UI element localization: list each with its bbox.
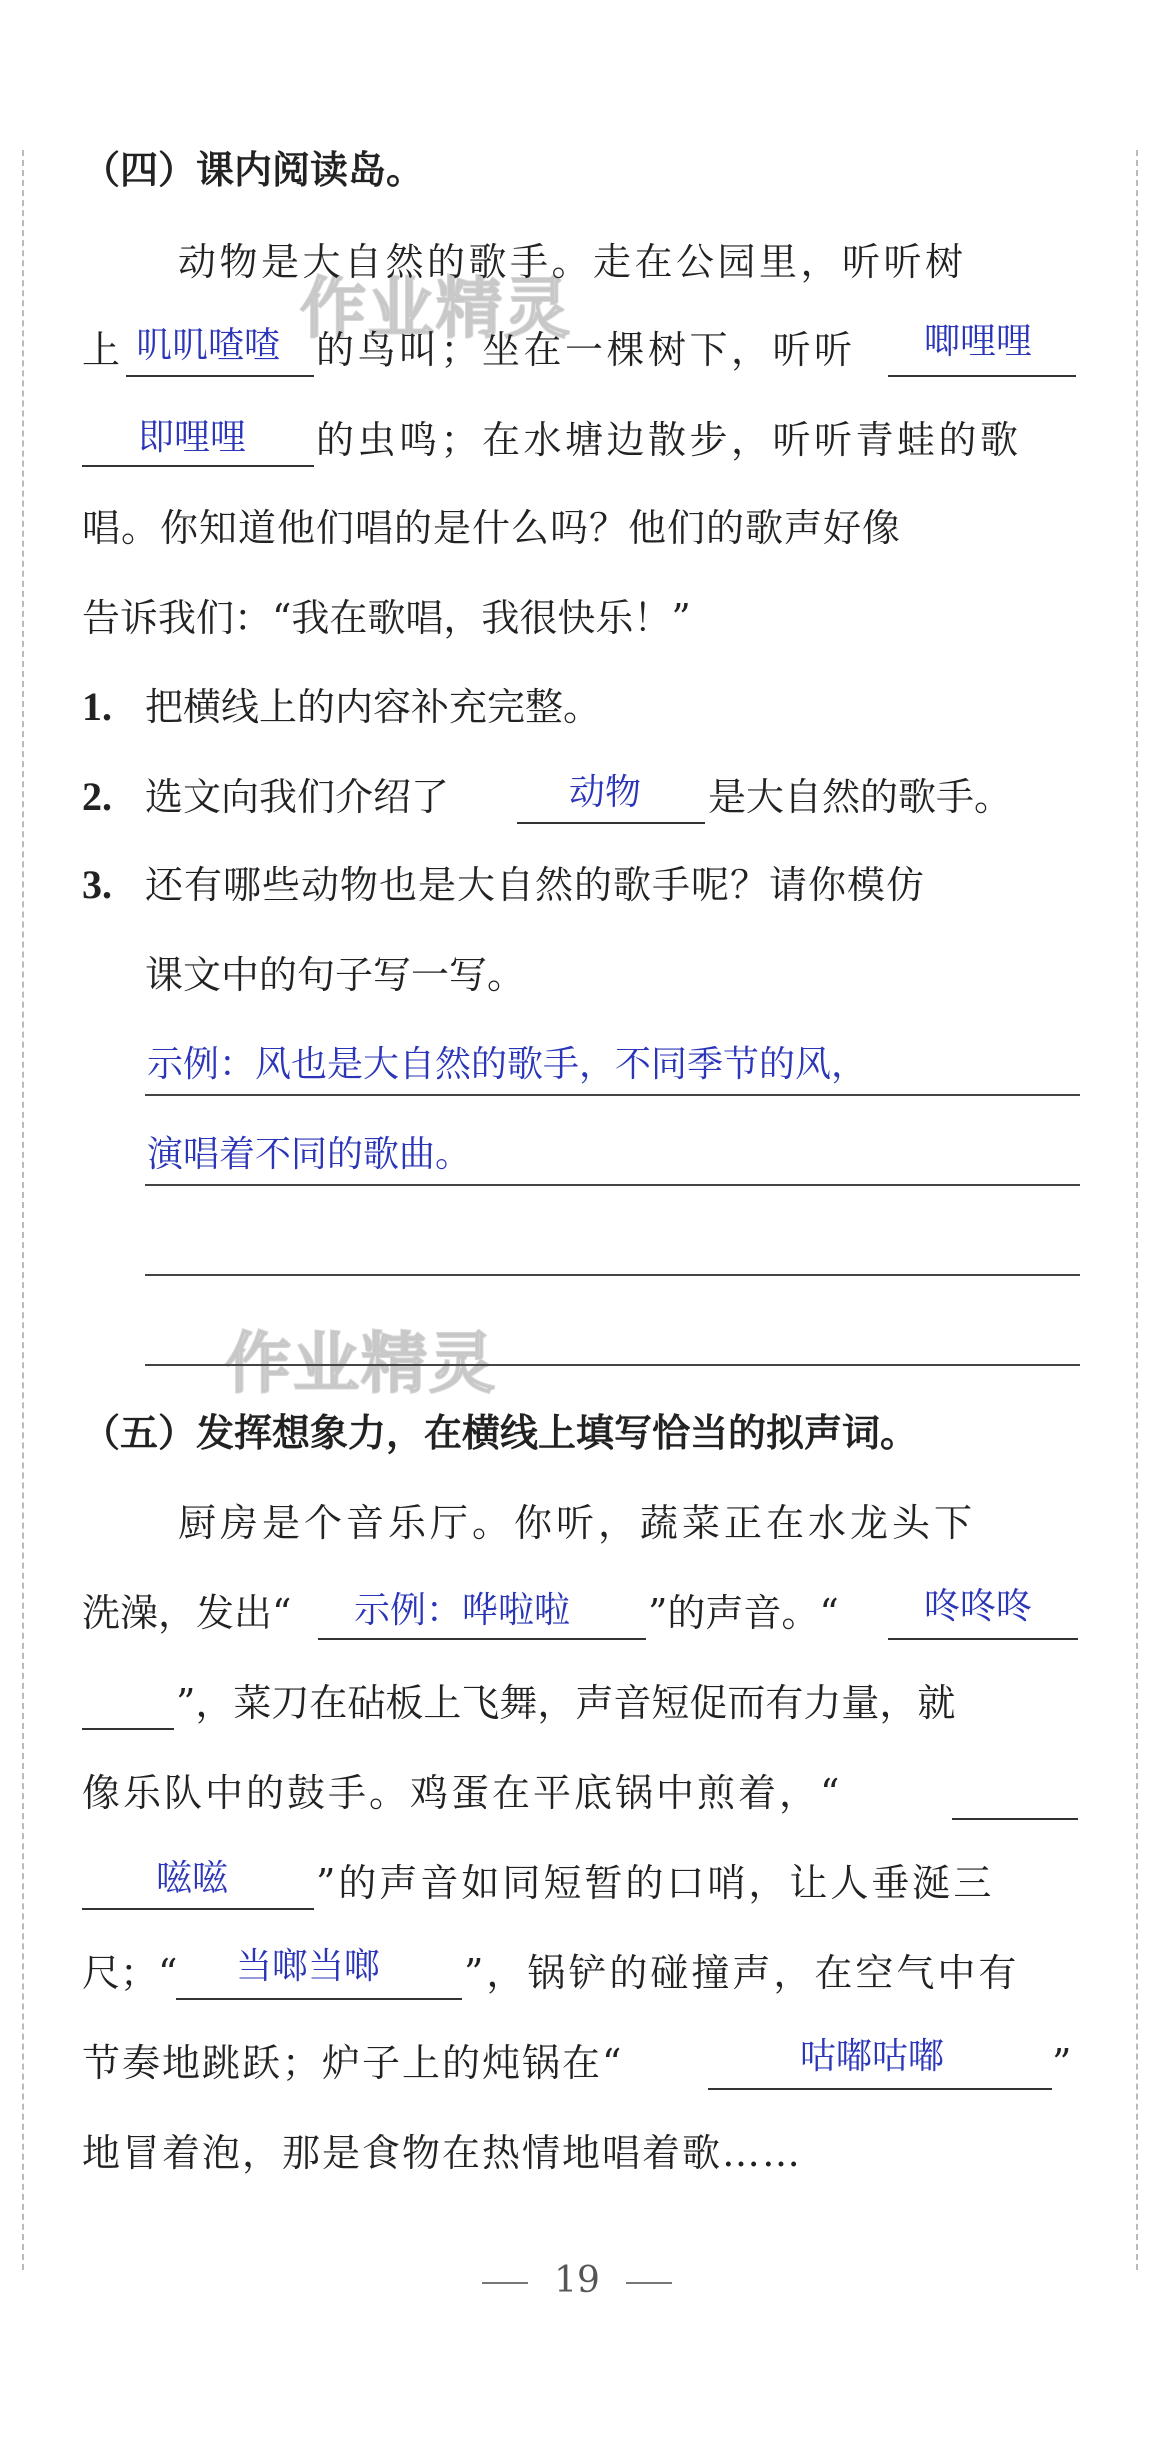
q3-answer-text-1: 示例：风也是大自然的歌手，不同季节的风， xyxy=(147,1044,868,1085)
s5-answer-4: 当啷当啷 xyxy=(236,1946,381,1987)
s5-line2-start: 洗澡，发出“ xyxy=(82,1591,292,1635)
question-2-text-b: 是大自然的歌手。 xyxy=(708,775,1013,819)
answer-text-2: 唧哩哩 xyxy=(924,321,1033,362)
s4-line5: 告诉我们：“我在歌唱，我很快乐！” xyxy=(82,596,691,640)
s4-line1: 动物是大自然的歌手。走在公园里，听听树 xyxy=(178,240,967,284)
s5-line2-mid: ”的声音。“ xyxy=(648,1591,839,1635)
s5-line7-start: 节奏地跳跃；炉子上的炖锅在“ xyxy=(82,2041,624,2085)
right-margin-dashed-line xyxy=(1136,150,1138,2270)
s5-blank-4[interactable] xyxy=(176,1948,462,2000)
s4-line2-mid: 的鸟叫；坐在一棵树下，听听 xyxy=(316,328,856,372)
answer-blank-q2[interactable] xyxy=(517,772,705,824)
s5-line5: ”的声音如同短暂的口哨，让人垂涎三 xyxy=(316,1861,995,1905)
s5-line4: 像乐队中的鼓手。鸡蛋在平底锅中煎着，“ xyxy=(82,1771,843,1815)
s5-line6-end: ”，锅铲的碰撞声，在空气中有 xyxy=(464,1951,1020,1995)
s5-answer-1: 示例：哗啦啦 xyxy=(354,1590,571,1631)
section5-title: （五）发挥想象力，在横线上填写恰当的拟声词。 xyxy=(82,1411,919,1455)
s5-blank-3[interactable] xyxy=(952,1768,1078,1820)
question-3-text-a: 还有哪些动物也是大自然的歌手呢？请你模仿 xyxy=(145,863,926,907)
s5-line7-end: ” xyxy=(1052,2041,1072,2085)
answer-text-3: 即哩哩 xyxy=(138,417,247,458)
question-3-text-b: 课文中的句子写一写。 xyxy=(145,953,526,997)
q3-answer-text-2: 演唱着不同的歌曲。 xyxy=(147,1134,472,1175)
s5-blank-2[interactable] xyxy=(888,1588,1078,1640)
s4-line4: 唱。你知道他们唱的是什么吗？他们的歌声好像 xyxy=(82,506,902,550)
s5-blank-1[interactable] xyxy=(318,1588,646,1640)
s5-answer-5: 咕嘟咕嘟 xyxy=(800,2036,945,2077)
page-footer xyxy=(0,2260,1154,2301)
s5-line6-start: 尺；“ xyxy=(82,1951,178,1995)
answer-text-q2: 动物 xyxy=(569,772,642,813)
question-2-number: 2. xyxy=(82,774,112,819)
question-1-number: 1. xyxy=(82,684,112,729)
answer-text-1: 叽叽喳喳 xyxy=(136,325,281,366)
question-1-text: 把横线上的内容补充完整。 xyxy=(145,685,602,729)
s5-line8: 地冒着泡，那是食物在热情地唱着歌…… xyxy=(82,2131,803,2175)
s5-line1: 厨房是个音乐厅。你听，蔬菜正在水龙头下 xyxy=(178,1501,977,1545)
answer-blank-3[interactable] xyxy=(82,415,314,467)
left-margin-dashed-line xyxy=(22,150,24,2270)
footer-dash-left xyxy=(482,2282,528,2284)
s5-line3: ”，菜刀在砧板上飞舞，声音短促而有力量，就 xyxy=(176,1681,956,1725)
answer-blank-1[interactable] xyxy=(126,325,314,377)
page-number: 19 xyxy=(554,2260,600,2301)
s4-line2-start: 上 xyxy=(82,328,121,372)
question-3-number: 3. xyxy=(82,862,112,907)
watermark-middle: 作业精灵 xyxy=(225,1325,497,1402)
s4-line3: 的虫鸣；在水塘边散步，听听青蛙的歌 xyxy=(316,418,1022,462)
s5-answer-3: 嗞嗞 xyxy=(156,1858,229,1899)
answer-blank-2[interactable] xyxy=(888,321,1076,377)
s5-blank-2-continued[interactable] xyxy=(82,1678,174,1730)
question-2-text-a: 选文向我们介绍了 xyxy=(145,775,450,819)
s5-answer-2: 咚咚咚 xyxy=(924,1586,1033,1627)
footer-dash-right xyxy=(626,2282,672,2284)
section4-title: （四）课内阅读岛。 xyxy=(82,148,425,192)
s5-blank-5[interactable] xyxy=(708,2038,1052,2090)
watermark-top: 作业精灵 xyxy=(300,270,572,347)
s5-blank-3-continued[interactable] xyxy=(82,1858,314,1910)
